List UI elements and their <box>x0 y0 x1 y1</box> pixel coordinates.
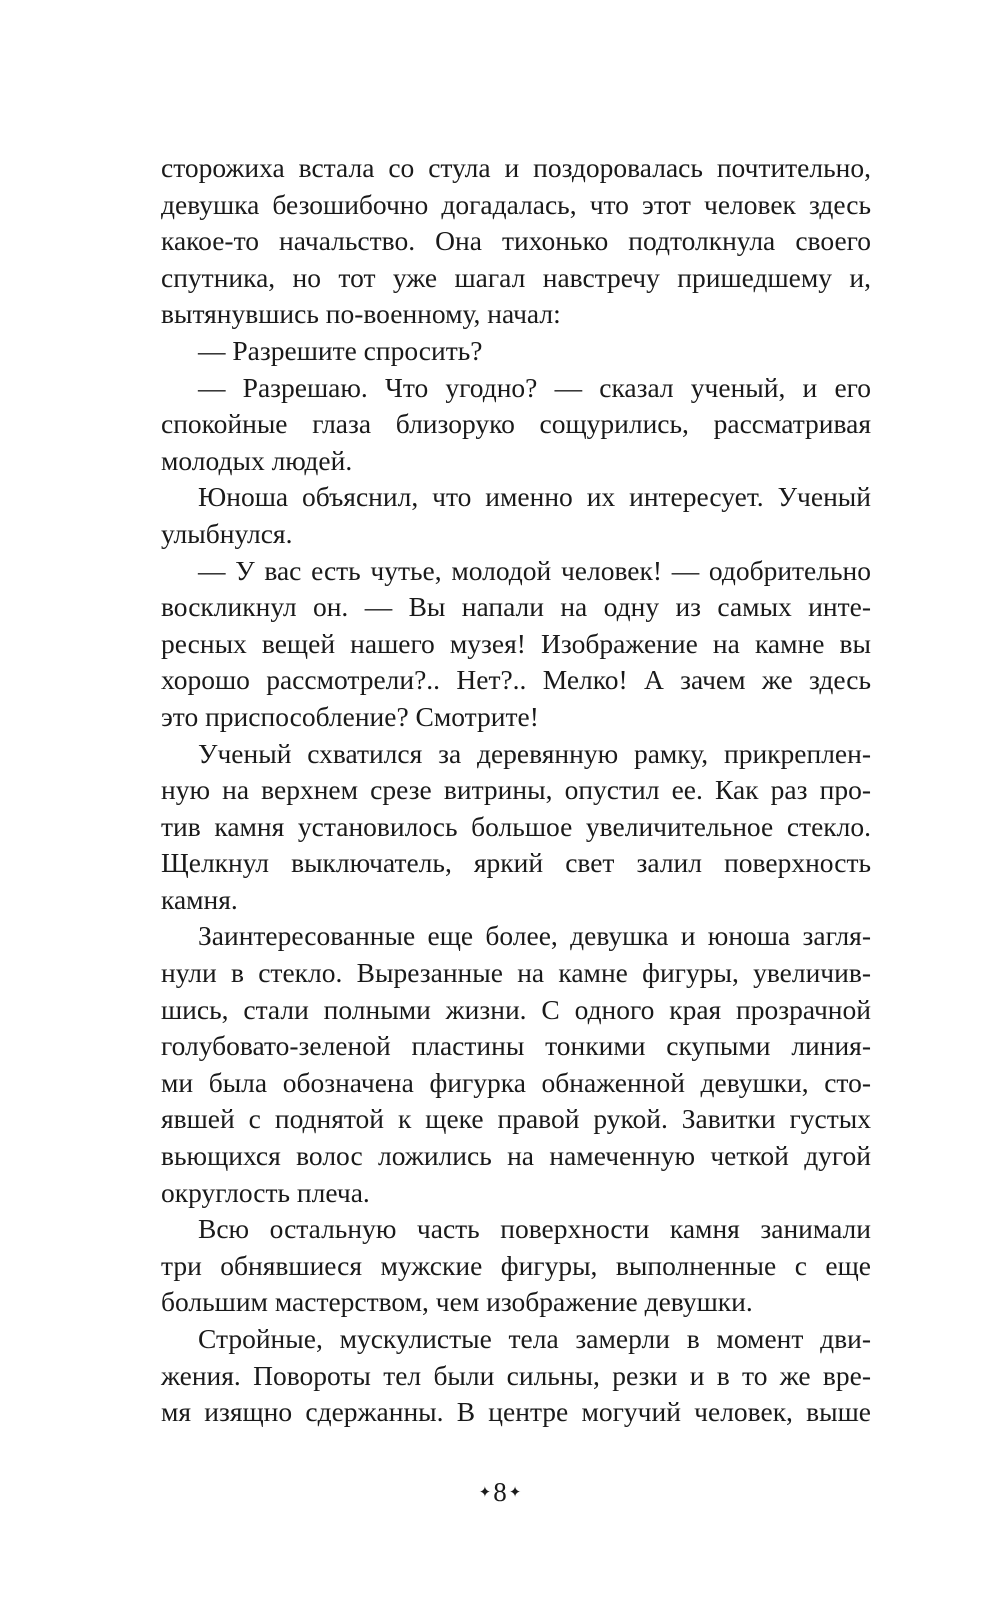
text-line: ресных вещей нашего музея! Изображение на камне вы <box>161 627 871 659</box>
text-line: молодых людей. <box>161 444 353 476</box>
text-line: какое-то начальство. Она тихонько подтолкнула своего <box>161 225 871 257</box>
text-line: шись, стали полными жизни. С одного края прозрачной <box>161 993 871 1025</box>
text-line: округлость плеча. <box>161 1176 370 1208</box>
text-line: хорошо рассмотрели?.. Нет?.. Мелко! А зачем же здесь <box>161 664 871 696</box>
text-line: ми была обозначена фигурка обнаженной девушки, сто- <box>161 1066 871 1098</box>
text-line: Всю остальную часть поверхности камня занимали <box>198 1213 871 1245</box>
text-line: явшей с поднятой к щеке правой рукой. Завитки густых <box>161 1103 871 1135</box>
text-line: Стройные, мускулистые тела замерли в момент дви- <box>198 1323 871 1354</box>
text-line: Щелкнул выключатель, яркий свет залил поверхность <box>161 847 871 879</box>
text-line: — Разрешаю. Что угодно? — сказал ученый, и его <box>198 371 871 403</box>
text-line: спутника, но тот уже шагал навстречу пришедшему и, <box>161 261 871 293</box>
text-line: Ученый схватился за деревянную рамку, прикреплен- <box>198 737 871 769</box>
text-line: — У вас есть чутье, молодой человек! — одобрительно <box>198 554 871 586</box>
ornament-left-icon: ✦ <box>478 1484 492 1501</box>
text-line: — Разрешите спросить? <box>198 334 483 366</box>
text-line: вьющихся волос ложились на намеченную четкой дугой <box>161 1140 871 1172</box>
text-line: это приспособление? Смотрите! <box>161 700 539 732</box>
text-line: девушка безошибочно догадалась, что этот человек здесь <box>161 188 871 220</box>
text-line: тив камня установилось большое увеличительное стекло. <box>161 810 871 842</box>
ornament-right-icon: ✦ <box>508 1484 522 1501</box>
page-number: 8 <box>493 1477 507 1507</box>
text-line: камня. <box>161 883 238 915</box>
text-line: три обнявшиеся мужские фигуры, выполненные с еще <box>161 1249 871 1281</box>
text-line: мя изящно сдержанны. В центре могучий человек, выше <box>161 1396 871 1428</box>
text-line: сторожиха встала со стула и поздоровалась почтительно, <box>161 152 871 183</box>
text-line: воскликнул он. — Вы напали на одну из самых инте- <box>161 591 871 623</box>
text-line: нули в стекло. Вырезанные на камне фигуры, увеличив- <box>161 957 871 989</box>
text-line: голубовато-зеленой пластины тонкими скупыми линия- <box>161 1030 871 1062</box>
page-footer <box>0 1474 1000 1513</box>
text-line: вытянувшись по-военному, начал: <box>161 298 561 330</box>
text-line: Заинтересованные еще более, девушка и юноша загля- <box>198 920 871 952</box>
text-line: большим мастерством, чем изображение девушки. <box>161 1286 753 1318</box>
text-line: ную на верхнем срезе витрины, опустил ее. Как раз про- <box>161 774 871 806</box>
body-text <box>161 150 871 1431</box>
text-line: жения. Повороты тел были сильны, резки и в то же вре- <box>161 1359 871 1391</box>
text-line: спокойные глаза близоруко сощурились, рассматривая <box>161 408 871 440</box>
text-line: Юноша объяснил, что именно их интересует. Ученый <box>198 481 871 513</box>
text-line: улыбнулся. <box>161 517 293 549</box>
